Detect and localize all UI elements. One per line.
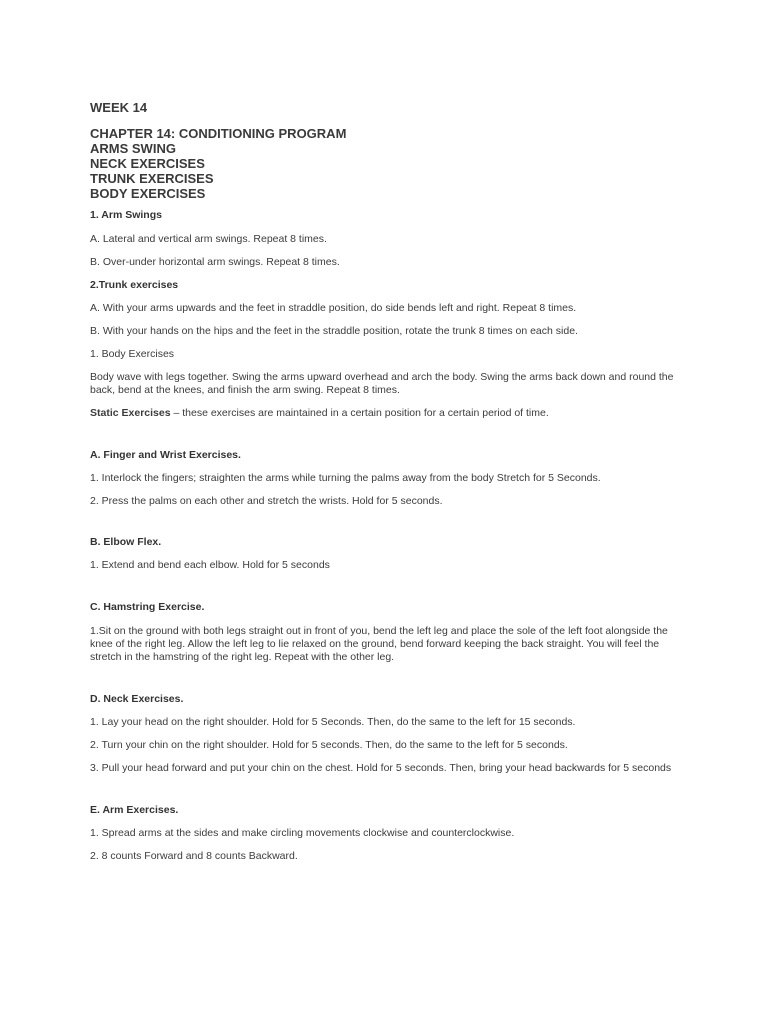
body-text: Body wave with legs together. Swing the arms upward overhead and arch the body. Swing the arms back down and round the back, bend at the knees, and finish the arm swing. Repeat 8 times. bbox=[90, 371, 674, 396]
hamstring-item-1: 1.Sit on the ground with both legs straight out in front of you, bend the left leg and place the sole of the left foot alongside the knee of the right leg. Allow the left leg to lie relaxed on the ground, bend forward keeping the back straight. You will feel the stretch in the hamstring of the right leg. Repeat with the other leg. bbox=[90, 625, 668, 663]
arm-swings-a: A. Lateral and vertical arm swings. Repeat 8 times. bbox=[90, 233, 327, 245]
finger-wrist-heading: A. Finger and Wrist Exercises. bbox=[90, 449, 241, 461]
finger-wrist-item-2: 2. Press the palms on each other and stretch the wrists. Hold for 5 seconds. bbox=[90, 495, 443, 507]
arm-swings-heading: 1. Arm Swings bbox=[90, 209, 162, 221]
finger-wrist-item-1: 1. Interlock the fingers; straighten the arms while turning the palms away from the body Stretch for 5 Seconds. bbox=[90, 472, 601, 484]
document-page bbox=[90, 100, 690, 863]
week-title: WEEK 14 bbox=[90, 100, 148, 115]
chapter-topic-trunk: TRUNK EXERCISES bbox=[90, 171, 214, 186]
arm-exercises-heading: E. Arm Exercises. bbox=[90, 804, 179, 816]
chapter-heading bbox=[90, 126, 690, 201]
hamstring-heading: C. Hamstring Exercise. bbox=[90, 601, 205, 613]
chapter-topic-neck: NECK EXERCISES bbox=[90, 156, 205, 171]
elbow-flex-heading: B. Elbow Flex. bbox=[90, 536, 162, 548]
trunk-b: B. With your hands on the hips and the feet in the straddle position, rotate the trunk 8 times on each side. bbox=[90, 325, 578, 337]
neck-item-1: 1. Lay your head on the right shoulder. Hold for 5 Seconds. Then, do the same to the left for 15 seconds. bbox=[90, 716, 576, 728]
neck-heading: D. Neck Exercises. bbox=[90, 693, 184, 705]
trunk-heading: 2.Trunk exercises bbox=[90, 279, 179, 291]
arm-exercises-item-2: 2. 8 counts Forward and 8 counts Backward. bbox=[90, 850, 298, 862]
arm-swings-b: B. Over-under horizontal arm swings. Repeat 8 times. bbox=[90, 256, 340, 268]
elbow-flex-item-1: 1. Extend and bend each elbow. Hold for 5 seconds bbox=[90, 559, 330, 571]
static-exercises-label: Static Exercises bbox=[90, 407, 171, 419]
chapter-topic-arms-swing: ARMS SWING bbox=[90, 141, 176, 156]
body-heading: 1. Body Exercises bbox=[90, 348, 175, 360]
static-exercises-note bbox=[90, 407, 690, 420]
chapter-title: CHAPTER 14: CONDITIONING PROGRAM bbox=[90, 126, 347, 141]
neck-item-2: 2. Turn your chin on the right shoulder. Hold for 5 seconds. Then, do the same to the left for 5 seconds. bbox=[90, 739, 568, 751]
chapter-topic-body: BODY EXERCISES bbox=[90, 186, 206, 201]
trunk-a: A. With your arms upwards and the feet in straddle position, do side bends left and right. Repeat 8 times. bbox=[90, 302, 577, 314]
static-exercises-text: – these exercises are maintained in a certain position for a certain period of time. bbox=[170, 407, 549, 419]
arm-exercises-item-1: 1. Spread arms at the sides and make circling movements clockwise and counterclockwise. bbox=[90, 827, 515, 839]
neck-item-3: 3. Pull your head forward and put your chin on the chest. Hold for 5 seconds. Then, bring your head backwards for 5 seconds bbox=[90, 762, 672, 774]
